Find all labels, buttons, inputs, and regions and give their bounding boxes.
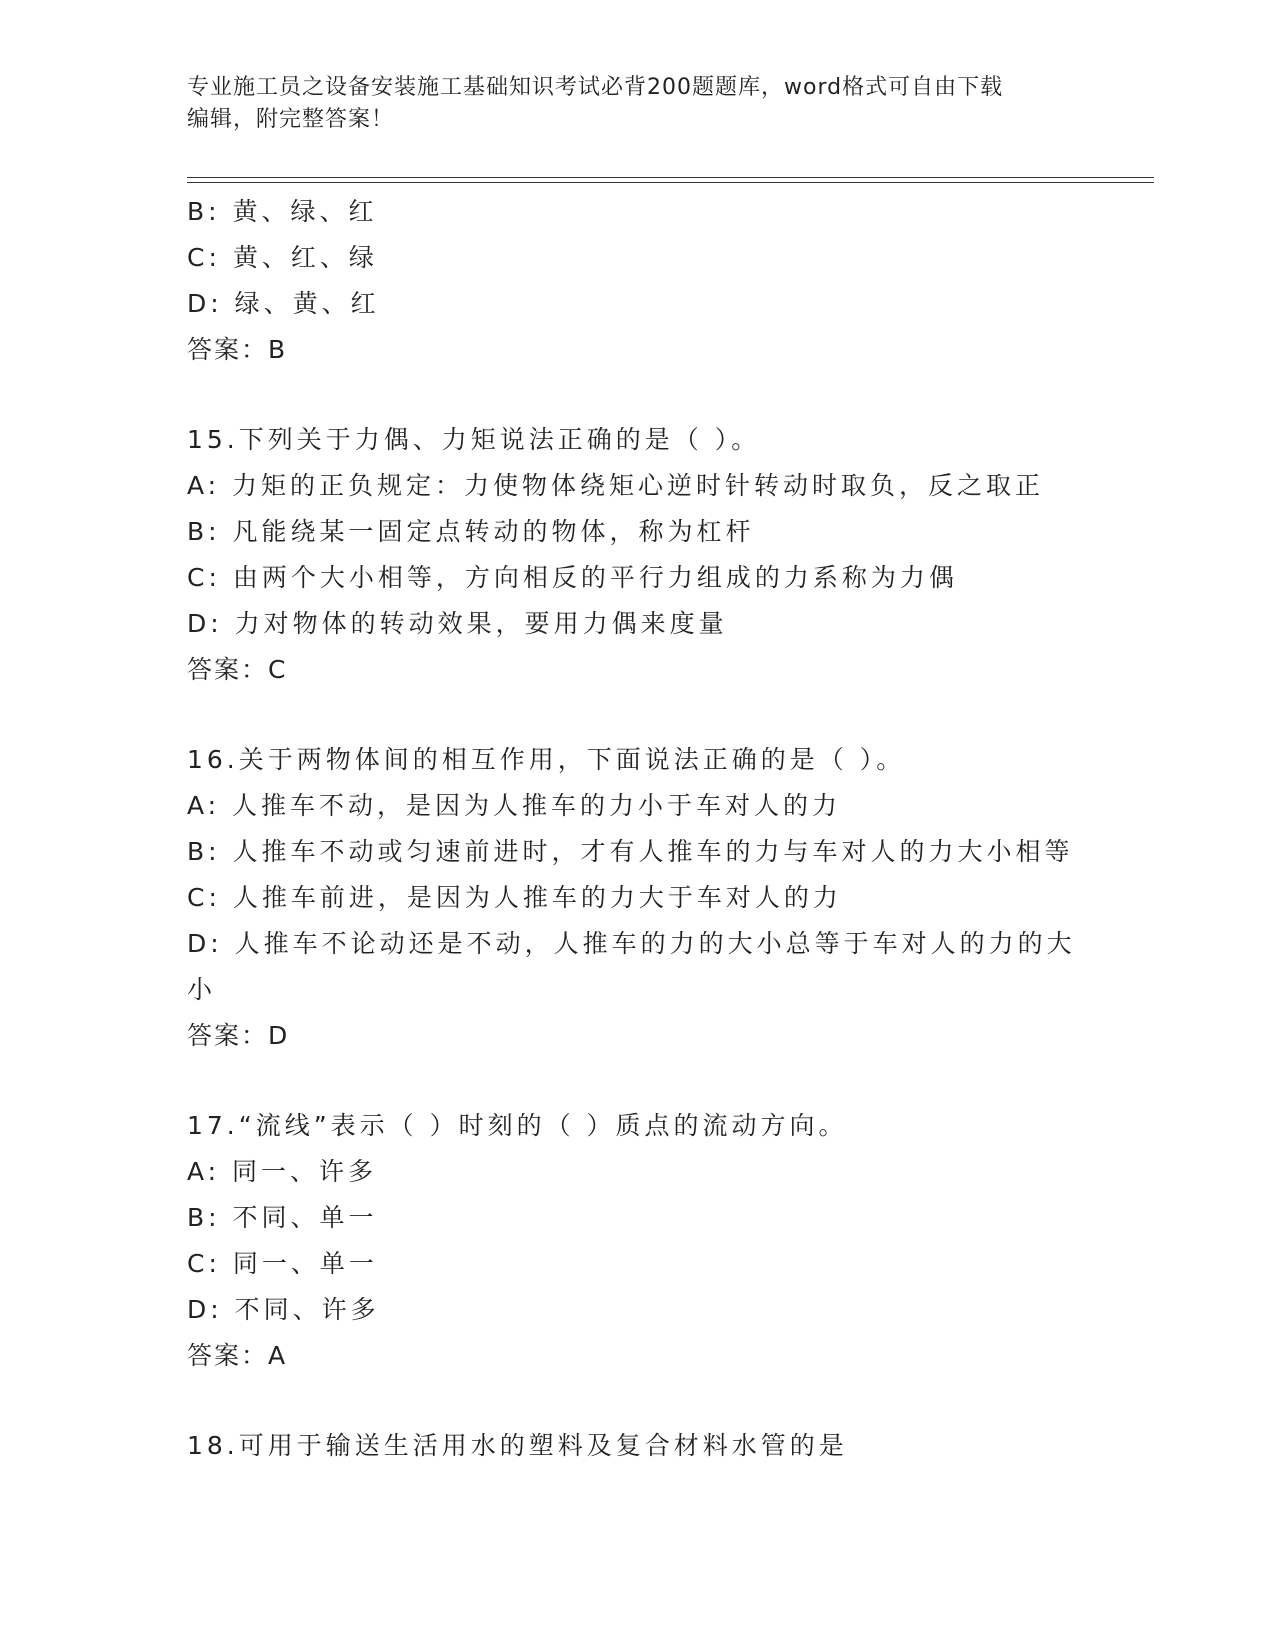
option-c: C: 同一、单一: [187, 1249, 378, 1278]
option-d: D: 绿、黄、红: [187, 289, 380, 318]
option-c: C: 人推车前进，是因为人推车的力大于车对人的力: [187, 883, 842, 912]
option-c: C: 由两个大小相等，方向相反的平行力组成的力系称为力偶: [187, 563, 958, 592]
answer: 答案：B: [187, 335, 288, 364]
question-list: [187, 189, 1087, 1469]
option-a: A: 力矩的正负规定：力使物体绕矩心逆时针转动时取负，反之取正: [187, 471, 1045, 500]
header-title-line-2: 编辑，附完整答案！: [187, 107, 395, 132]
option-b: B: 黄、绿、红: [187, 197, 378, 226]
option-b: B: 凡能绕某一固定点转动的物体，称为杠杆: [187, 517, 755, 546]
document-header: [187, 72, 1087, 136]
option-b: B: 人推车不动或匀速前进时，才有人推车的力与车对人的力大小相等: [187, 837, 1074, 866]
answer: 答案：D: [187, 1021, 290, 1050]
question-block-18: [187, 1423, 1087, 1469]
option-c: C: 黄、红、绿: [187, 243, 378, 272]
question-block-16: [187, 737, 1087, 1059]
answer: 答案：A: [187, 1341, 288, 1370]
header-divider-top: [187, 177, 1154, 178]
option-a: A: 人推车不动，是因为人推车的力小于车对人的力: [187, 791, 842, 820]
question-stem: 15.下列关于力偶、力矩说法正确的是（ ）。: [187, 425, 761, 454]
option-a: A: 同一、许多: [187, 1157, 378, 1186]
question-stem: 17.“流线”表示（ ）时刻的（ ）质点的流动方向。: [187, 1111, 848, 1140]
question-block-15: [187, 417, 1087, 693]
question-block-prev: [187, 189, 1087, 373]
question-block-17: [187, 1103, 1087, 1379]
option-d: D: 力对物体的转动效果，要用力偶来度量: [187, 609, 728, 638]
option-b: B: 不同、单一: [187, 1203, 378, 1232]
header-divider-bottom: [187, 182, 1154, 183]
question-stem: 18.可用于输送生活用水的塑料及复合材料水管的是: [187, 1431, 848, 1460]
answer: 答案：C: [187, 655, 288, 684]
header-title-line-1: 专业施工员之设备安装施工基础知识考试必背200题题库，word格式可自由下载: [187, 75, 1004, 100]
option-d: D: 人推车不论动还是不动，人推车的力的大小总等于车对人的力的大: [187, 929, 1076, 958]
question-stem: 16.关于两物体间的相互作用，下面说法正确的是（ ）。: [187, 745, 906, 774]
option-d: D: 不同、许多: [187, 1295, 380, 1324]
option-d-continued: 小: [187, 975, 217, 1004]
